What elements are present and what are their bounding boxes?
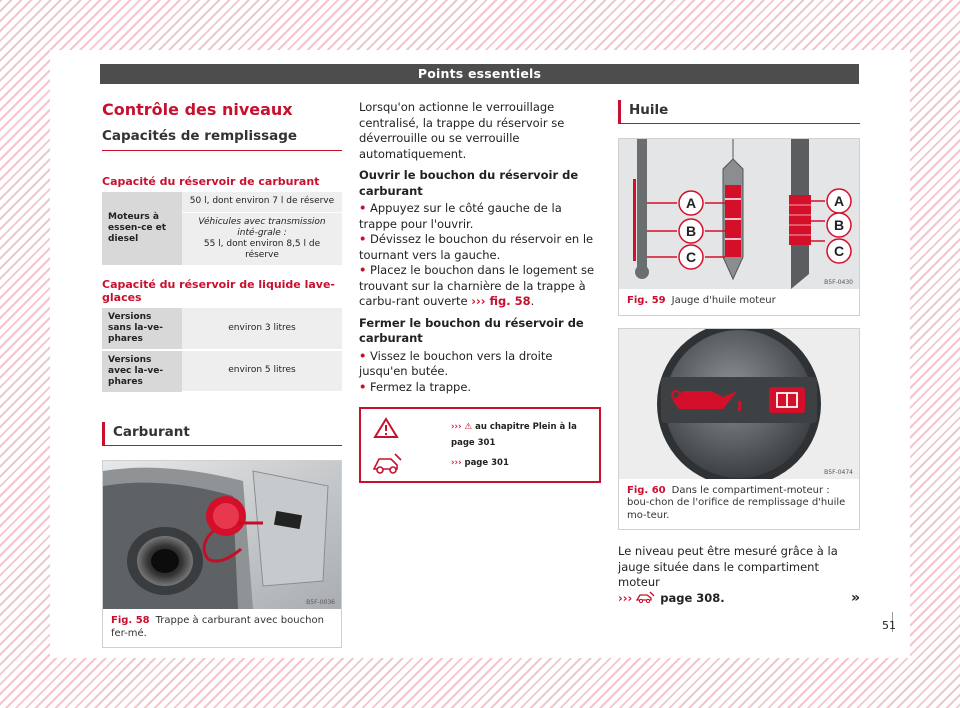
figure-number: Fig. 59 — [627, 295, 666, 306]
warning-box — [359, 407, 601, 483]
warning-triangle-icon — [373, 417, 399, 439]
open-step-text: Dévissez le bouchon du réservoir en le tournant vers la gauche. — [359, 232, 594, 262]
figure-number: Fig. 58 — [111, 615, 150, 626]
fig-ref-link[interactable]: ››› fig. 58 — [471, 294, 531, 308]
figure-caption — [103, 609, 341, 647]
figure-caption — [619, 479, 859, 530]
open-step: • Placez le bouchon dans le logement se trouvant sur la charnière de la trappe à carbu-rant ouverte ››› fig. 58. — [359, 263, 595, 308]
figure-code: B5F-0036 — [306, 599, 335, 606]
car-service-icon — [371, 451, 403, 475]
figure-60 — [618, 328, 860, 531]
continue-arrow-icon: » — [850, 589, 860, 606]
washer-tank-table — [102, 308, 342, 393]
fuel-cap-image — [103, 461, 341, 609]
washer-row-value: environ 3 litres — [182, 308, 342, 350]
fuel-row-label: Moteurs à essen-ce et diesel — [102, 192, 182, 265]
washer-row-label: Versions avec la-ve-phares — [102, 350, 182, 392]
open-step: • Appuyez sur le côté gauche de la trappe pour l'ouvrir. — [359, 201, 562, 231]
washer-tank-heading: Capacité du réservoir de liquide lave-glaces — [102, 277, 335, 304]
oil-page-ref-text: page 308. — [660, 590, 725, 605]
car-service-icon — [636, 591, 656, 603]
subtitle: Capacités de remplissage — [102, 128, 342, 151]
column-middle — [359, 100, 601, 483]
fuel-value-2-text: 55 l, dont environ 8,5 l de réserve — [203, 238, 321, 260]
fuel-value-2-italic: Véhicules avec transmission inté-grale : — [198, 216, 326, 238]
dipstick-label-c: C — [833, 243, 845, 259]
dipstick-illustration — [619, 139, 859, 289]
close-step-text: Fermez la trappe. — [370, 379, 472, 394]
open-step: • Dévissez le bouchon du réservoir en le tournant vers la gauche. — [359, 232, 594, 262]
figure-number: Fig. 60 — [627, 484, 666, 496]
column-right — [618, 100, 860, 606]
section-carburant: Carburant — [102, 422, 342, 446]
intro-text: Lorsqu'on actionne le verrouillage centralisé, la trappe du réservoir se déverrouille ou se verrouille automatiquement. — [359, 100, 565, 161]
dipstick-label-a: A — [833, 193, 845, 209]
oil-text — [618, 544, 860, 606]
dipstick-label-c: C — [685, 249, 697, 265]
section-huile: Huile — [618, 100, 860, 124]
oil-cap-illustration — [619, 329, 859, 479]
figure-code: B5F-0474 — [824, 468, 853, 476]
washer-row-label: Versions sans la-ve-phares — [102, 308, 182, 350]
open-step-text: Appuyez sur le côté gauche de la trappe pour l'ouvrir. — [359, 201, 562, 231]
figure-58 — [102, 460, 342, 648]
dipstick-label-b: B — [685, 223, 697, 239]
figure-caption-text: Jauge d'huile moteur — [671, 295, 776, 306]
fuel-value-1: 50 l, dont environ 7 l de réserve — [182, 192, 342, 212]
open-heading: Ouvrir le bouchon du réservoir de carburant — [359, 168, 579, 198]
close-heading: Fermer le bouchon du réservoir de carburant — [359, 315, 584, 345]
warning-small-triangle-icon: ⚠ — [464, 422, 473, 432]
figure-59 — [618, 138, 860, 316]
dipstick-label-b: B — [833, 217, 845, 233]
fuel-tank-heading: Capacité du réservoir de carburant — [102, 175, 320, 188]
fig-ref-text: fig. 58 — [489, 294, 531, 308]
note-ref[interactable]: ››› page 301 — [451, 458, 509, 468]
page-title: Contrôle des niveaux — [102, 100, 293, 119]
figure-code: B5F-0430 — [824, 279, 853, 286]
figure-caption — [619, 289, 859, 315]
open-step-text: Placez le bouchon dans le logement se trouvant sur la charnière de la trappe à carbu-rant ouverte — [359, 263, 595, 308]
close-step-text: Vissez le bouchon vers la droite jusqu'en butée. — [359, 348, 553, 378]
oil-cap-image — [619, 329, 859, 479]
fuel-cap-illustration — [103, 461, 341, 609]
column-left — [102, 100, 342, 648]
warning-ref-text: au chapitre Plein à la page 301 — [451, 422, 577, 448]
figure-caption-text: Trappe à carburant avec bouchon fer-mé. — [111, 615, 324, 639]
header-bar — [100, 64, 859, 84]
header-title: Points essentiels — [417, 66, 542, 81]
oil-text-body: Le niveau peut être mesuré grâce à la jauge située dans le compartiment moteur — [618, 544, 838, 589]
note-ref-text: page 301 — [464, 458, 509, 468]
warning-ref[interactable]: ››› ⚠ au chapitre Plein à la page 301 — [451, 422, 577, 448]
page-number: 51 — [882, 619, 896, 632]
dipstick-label-a: A — [685, 195, 697, 211]
oil-page-ref[interactable]: ››› — [618, 591, 660, 605]
close-step: • Fermez la trappe. — [359, 379, 472, 394]
fuel-value-2 — [182, 212, 342, 265]
washer-row-value: environ 5 litres — [182, 350, 342, 392]
close-step: • Vissez le bouchon vers la droite jusqu'en butée. — [359, 348, 553, 378]
figure-caption-text: Dans le compartiment-moteur : bou-chon de l'orifice de remplissage d'huile mo-teur. — [627, 484, 846, 521]
fuel-tank-table — [102, 192, 342, 266]
dipstick-image — [619, 139, 859, 289]
